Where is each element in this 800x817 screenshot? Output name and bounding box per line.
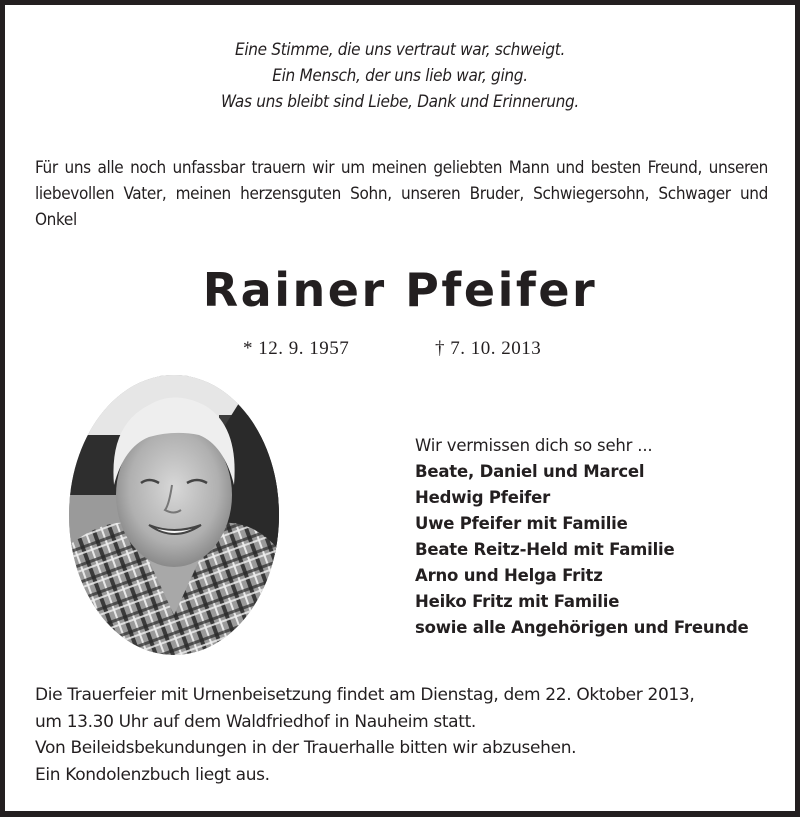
poem [5,37,795,115]
mourner: Hedwig Pfeifer [415,488,551,507]
service-info [35,682,785,788]
mourners-list [415,433,749,641]
service-line: Ein Kondolenzbuch liegt aus. [35,764,270,785]
service-line: Von Beileidsbekundungen in der Trauerhalle bitten wir abzusehen. [35,738,577,758]
service-line: um 13.30 Uhr auf dem Waldfriedhof in Nauheim statt. [35,711,476,732]
portrait-photo [69,375,279,655]
death-date: † 7. 10. 2013 [435,338,542,359]
poem-line: Eine Stimme, die uns vertraut war, schweigt. [234,40,566,60]
portrait-image [69,375,279,655]
mourner: sowie alle Angehörigen und Freunde [415,618,749,637]
intro-text: Für uns alle noch unfassbar trauern wir um meinen geliebten Mann und besten Freund, unseren liebevollen Vater, meinen herzensguten Sohn, unseren Bruder, Schwiegersohn, Schwager und Onkel [35,158,768,230]
mourner: Arno und Helga Fritz [415,566,603,585]
poem-line: Was uns bleibt sind Liebe, Dank und Erinnerung. [221,92,579,112]
obituary-card [5,5,795,811]
mourner: Uwe Pfeifer mit Familie [415,514,628,533]
service-line: Die Trauerfeier mit Urnenbeisetzung findet am Dienstag, dem 22. Oktober 2013, [35,685,695,705]
deceased-name: Rainer Pfeifer [202,263,598,317]
mourner: Heiko Fritz mit Familie [415,592,620,611]
mourner: Beate, Daniel und Marcel [415,462,645,481]
mourner: Beate Reitz-Held mit Familie [415,540,675,559]
birth-date: * 12. 9. 1957 [243,338,350,359]
mourners-lead: Wir vermissen dich so sehr ... [415,436,653,455]
poem-line: Ein Mensch, der uns lieb war, ging. [272,66,528,86]
